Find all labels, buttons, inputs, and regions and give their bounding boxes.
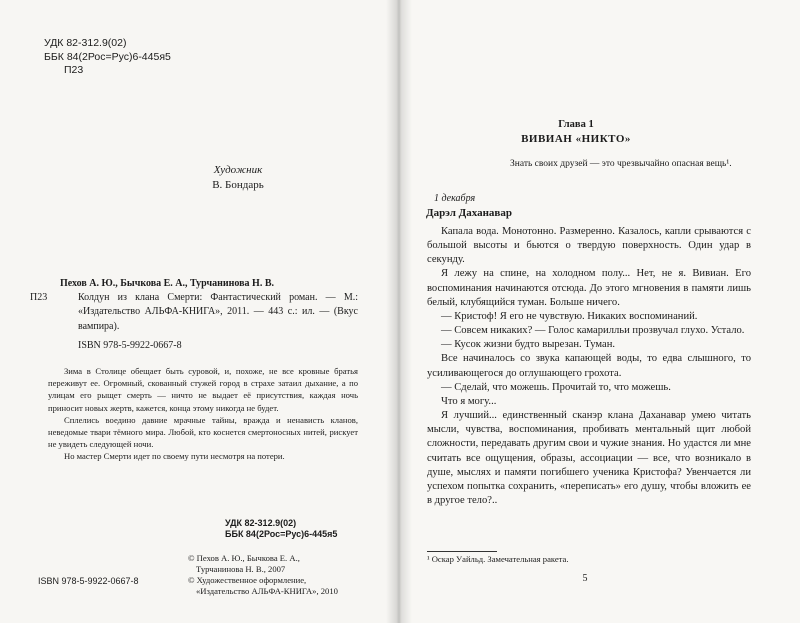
annotation-paragraph: Но мастер Смерти идет по своему пути несмотря на потери. (64, 451, 285, 462)
copyright-line: «Издательство АЛЬФА-КНИГА», 2010 (196, 586, 338, 596)
body-paragraph: Что я могу... (441, 395, 497, 407)
annotation-paragraph: Сплелись воедино давние мрачные тайны, вражда и ненависть кланов, неведомые твари тёмного мира. Любой, кто коснется смертоносных нитей, рискует не увидеть следующей ночи. (48, 414, 358, 450)
body-paragraph: — Сделай, что можешь. Прочитай то, что можешь. (441, 381, 671, 393)
catalog-authors: Пехов А. Ю., Бычкова Е. А., Турчанинова Н. В. (60, 278, 275, 289)
body-paragraph: Я лежу на спине, на холодном полу... Нет, не я. Вивиан. Его воспоминания начинаются отсюда. До этого мгновения в памяти лишь белый, клубящийся туман. Больше ничего. (427, 268, 751, 308)
classification-codes-bottom (225, 518, 337, 540)
chapter-body (427, 225, 751, 508)
illustrator-name: В. Бондарь (212, 179, 264, 191)
narrator-name: Дарэл Даханавар (426, 207, 512, 219)
epigraph: Знать своих друзей — это чрезвычайно опасная вещь¹. (510, 159, 732, 169)
footnote-rule (427, 551, 497, 552)
footnote: ¹ Оскар Уайльд. Замечательная ракета. (427, 554, 569, 564)
bbk-code: ББК 84(2Рос=Рус)6-445я5 (44, 50, 171, 63)
catalog-mark: П23 (30, 292, 48, 303)
chapter-title: ВИВИАН «НИКТО» (521, 133, 631, 145)
body-paragraph: — Кусок жизни будто вырезан. Туман. (441, 339, 616, 351)
illustrator-role: Художник (213, 164, 263, 176)
catalog-entry (30, 277, 358, 353)
udk-code: УДК 82-312.9(02) (44, 37, 127, 49)
illustrator-credit (138, 163, 338, 193)
body-paragraph: — Совсем никаких? — Голос камарилльи прозвучал глухо. Устало. (441, 325, 745, 337)
udk-code-bottom: УДК 82-312.9(02) (225, 518, 297, 528)
book-annotation (48, 365, 358, 463)
entry-date: 1 декабря (434, 193, 476, 204)
catalog-isbn: ISBN 978-5-9922-0667-8 (78, 339, 182, 351)
body-paragraph: Я лучший... единственный сканэр клана Даханавар умею читать мысли, чувства, воспоминания, пробивать ментальный щит любой сложности, передавать другим свои и чужие знания. Но удастся ли мне считать все ощущения, образы, ассоциации — все, что возникало в душе, мыслях и памяти погибшего ученика Кристофа? Увенчается ли успехом попытка сохранить, «переписать» его душу, чтобы вложить ее в другое тело?.. (427, 410, 751, 506)
body-paragraph: — Кристоф! Я его не чувствую. Никаких воспоминаний. (441, 310, 698, 322)
copyright-line: © Пехов А. Ю., Бычкова Е. А., (188, 553, 300, 563)
body-paragraph: Капала вода. Монотонно. Размеренно. Казалось, капли срываются с большой высоты и бьются о твердую поверхность. Один удар в секунду. (427, 226, 751, 266)
annotation-paragraph: Зима в Столице обещает быть суровой, и, похоже, не все кровные братья переживут ее. Огромный, скованный стужей город в страхе затаил дыхание, а по улицам его рыщет смерть — ничто не выдает её присутствия, каждая ночь приносит новых жертв, кажется, конца этому никогда не будет. (48, 366, 358, 413)
copyright-line: Турчанинова Н. В., 2007 (196, 564, 286, 574)
copyright-line: © Художественное оформление, (188, 575, 307, 585)
right-page (398, 0, 800, 623)
author-mark: П23 (64, 64, 84, 76)
body-paragraph: Все начиналось со звука капающей воды, то едва слышного, то усиливающегося до оглушающего грохота. (427, 353, 751, 379)
catalog-description: Колдун из клана Смерти: Фантастический роман. — М.: «Издательство АЛЬФА-КНИГА», 2011. — 443 с.: ил. — (Вкус вампира). (78, 292, 358, 332)
book-gutter-shadow (386, 0, 412, 623)
chapter-label: Глава 1 (558, 119, 594, 130)
isbn-bottom: ISBN 978-5-9922-0667-8 (38, 576, 139, 586)
classification-codes (44, 37, 171, 78)
page-number: 5 (582, 573, 588, 584)
left-page (0, 0, 398, 623)
bbk-code-bottom: ББК 84(2Рос=Рус)6-445я5 (225, 529, 338, 539)
copyright-block (188, 553, 338, 597)
